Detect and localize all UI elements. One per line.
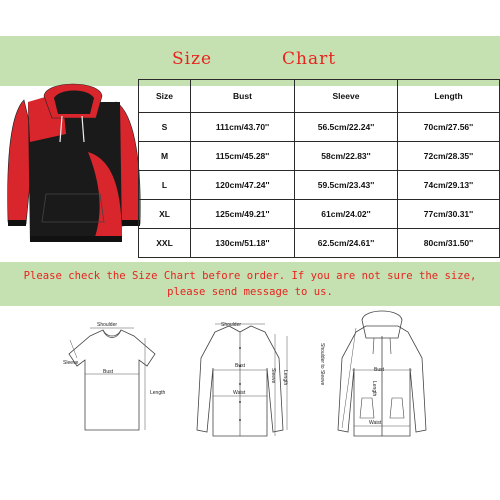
tshirt-length-label: Length <box>150 390 166 396</box>
table-row <box>139 142 500 171</box>
shirt-length-label: Length <box>282 370 288 386</box>
hoodie-waist-label: Waist <box>369 420 382 426</box>
table-row <box>139 229 500 258</box>
size-table <box>138 79 500 258</box>
cell-length: 80cm/31.50'' <box>398 229 500 258</box>
note-line-2: please send message to us. <box>167 286 333 298</box>
cell-sleeve: 61cm/24.02'' <box>295 200 398 229</box>
shirt-bust-label: Bust <box>235 363 246 369</box>
cell-bust: 111cm/43.70'' <box>191 113 295 142</box>
shirt-diagram <box>183 318 298 443</box>
cell-sleeve: 59.5cm/23.43'' <box>295 171 398 200</box>
table-row <box>139 200 500 229</box>
tshirt-sleeve-label: Sleeve <box>63 360 79 366</box>
size-note <box>0 268 500 300</box>
title-size: Size <box>172 49 213 69</box>
cell-length: 74cm/29.13'' <box>398 171 500 200</box>
cell-sleeve: 58cm/22.83'' <box>295 142 398 171</box>
hoodie-diagram <box>322 308 442 443</box>
shirt-waist-label: Waist <box>233 390 246 396</box>
cell-bust: 120cm/47.24'' <box>191 171 295 200</box>
note-line-1: Please check the Size Chart before order. If you are not sure the size, <box>23 270 477 282</box>
table-row <box>139 113 500 142</box>
cell-bust: 130cm/51.18'' <box>191 229 295 258</box>
cell-bust: 115cm/45.28'' <box>191 142 295 171</box>
table-header-row <box>139 80 500 113</box>
cell-sleeve: 62.5cm/24.61'' <box>295 229 398 258</box>
tshirt-bust-label: Bust <box>103 369 114 375</box>
cell-sleeve: 56.5cm/22.24'' <box>295 113 398 142</box>
cell-size: S <box>139 113 191 142</box>
cell-length: 70cm/27.56'' <box>398 113 500 142</box>
tshirt-diagram <box>55 318 170 438</box>
title-chart: Chart <box>282 49 337 69</box>
tshirt-shoulder-label: Shoulder <box>97 322 118 328</box>
shirt-sleeve-label: Sleeve <box>270 368 276 384</box>
cell-size: M <box>139 142 191 171</box>
table-row <box>139 171 500 200</box>
hoodie-bust-label: Bust <box>374 367 385 373</box>
hoodie-length-label: Length <box>371 381 377 397</box>
header-size: Size <box>139 80 191 113</box>
cell-bust: 125cm/49.21'' <box>191 200 295 229</box>
cell-size: XXL <box>139 229 191 258</box>
shirt-shoulder-label: Shoulder <box>221 322 242 328</box>
cell-length: 77cm/30.31'' <box>398 200 500 229</box>
cell-size: L <box>139 171 191 200</box>
hoodie-shoulder-to-sleeve-label: Shoulder to Sleeve <box>319 343 325 386</box>
header-sleeve: Sleeve <box>295 80 398 113</box>
hoodie-product-image <box>4 82 148 258</box>
cell-size: XL <box>139 200 191 229</box>
cell-length: 72cm/28.35'' <box>398 142 500 171</box>
header-bust: Bust <box>191 80 295 113</box>
header-length: Length <box>398 80 500 113</box>
